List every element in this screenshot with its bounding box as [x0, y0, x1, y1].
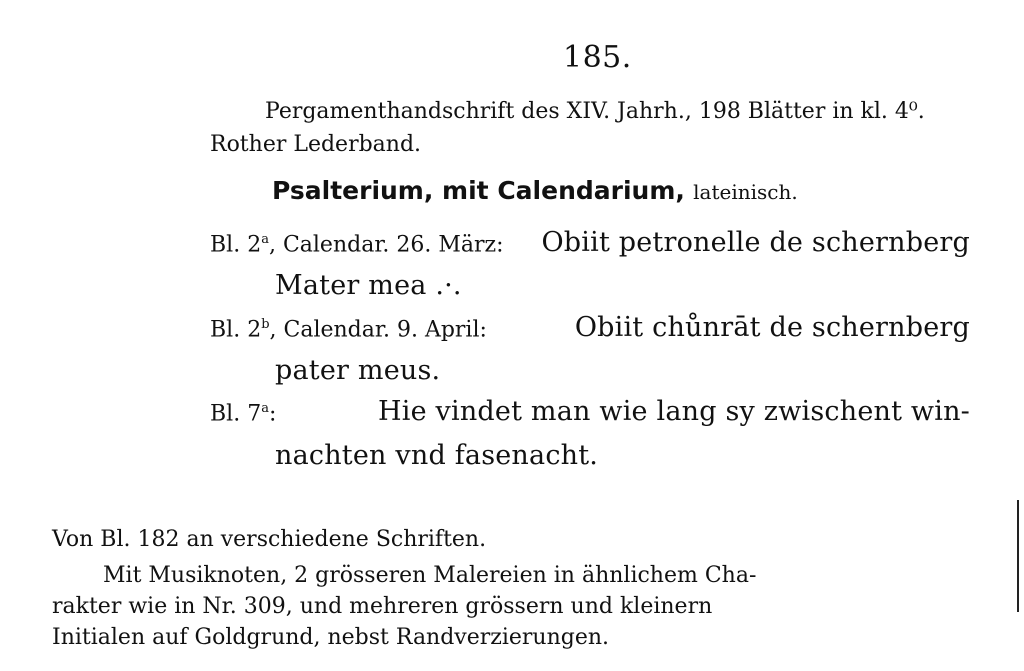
entry-3-text: Hie vindet man wie lang sy zwischent win-	[378, 396, 970, 427]
entry-2-first-line	[210, 312, 970, 343]
lower-line-4: Initialen auf Goldgrund, nebst Randverzierungen.	[52, 625, 610, 650]
description-line-2: Rother Lederband.	[210, 132, 422, 157]
lower-line-2: Mit Musiknoten, 2 grösseren Malereien in ähnlichem Cha-	[103, 563, 757, 588]
margin-rule	[1017, 500, 1019, 612]
title-main: Psalterium, mit Calendarium,	[272, 176, 685, 205]
entry-3-continuation: nachten vnd fasenacht.	[275, 440, 599, 471]
entry-1-label: Bl. 2$^a$, Calendar. 26. März:	[210, 231, 504, 257]
entry-2-continuation: pater meus.	[275, 355, 441, 386]
entry-2-text: Obiit chůnrāt de schernberg	[574, 312, 970, 343]
entry-1-text: Obiit petronelle de schernberg	[541, 227, 970, 258]
lower-line-3: rakter wie in Nr. 309, und mehreren grössern und kleinern	[52, 594, 713, 619]
entry-2-label: Bl. 2$^b$, Calendar. 9. April:	[210, 316, 487, 342]
entry-1-first-line	[210, 227, 970, 258]
page-number: 185.	[563, 40, 632, 75]
entry-3-first-line	[210, 396, 970, 427]
entry-1-continuation: Mater mea .·.	[275, 270, 462, 301]
description-line-1: Pergamenthandschrift des XIV. Jahrh., 198 Blätter in kl. 4⁰.	[265, 99, 925, 124]
entry-3-label: Bl. 7$^a$:	[210, 400, 277, 426]
manuscript-title	[272, 176, 798, 206]
lower-line-1: Von Bl. 182 an verschiedene Schriften.	[52, 527, 487, 552]
title-suffix: lateinisch.	[693, 180, 798, 204]
